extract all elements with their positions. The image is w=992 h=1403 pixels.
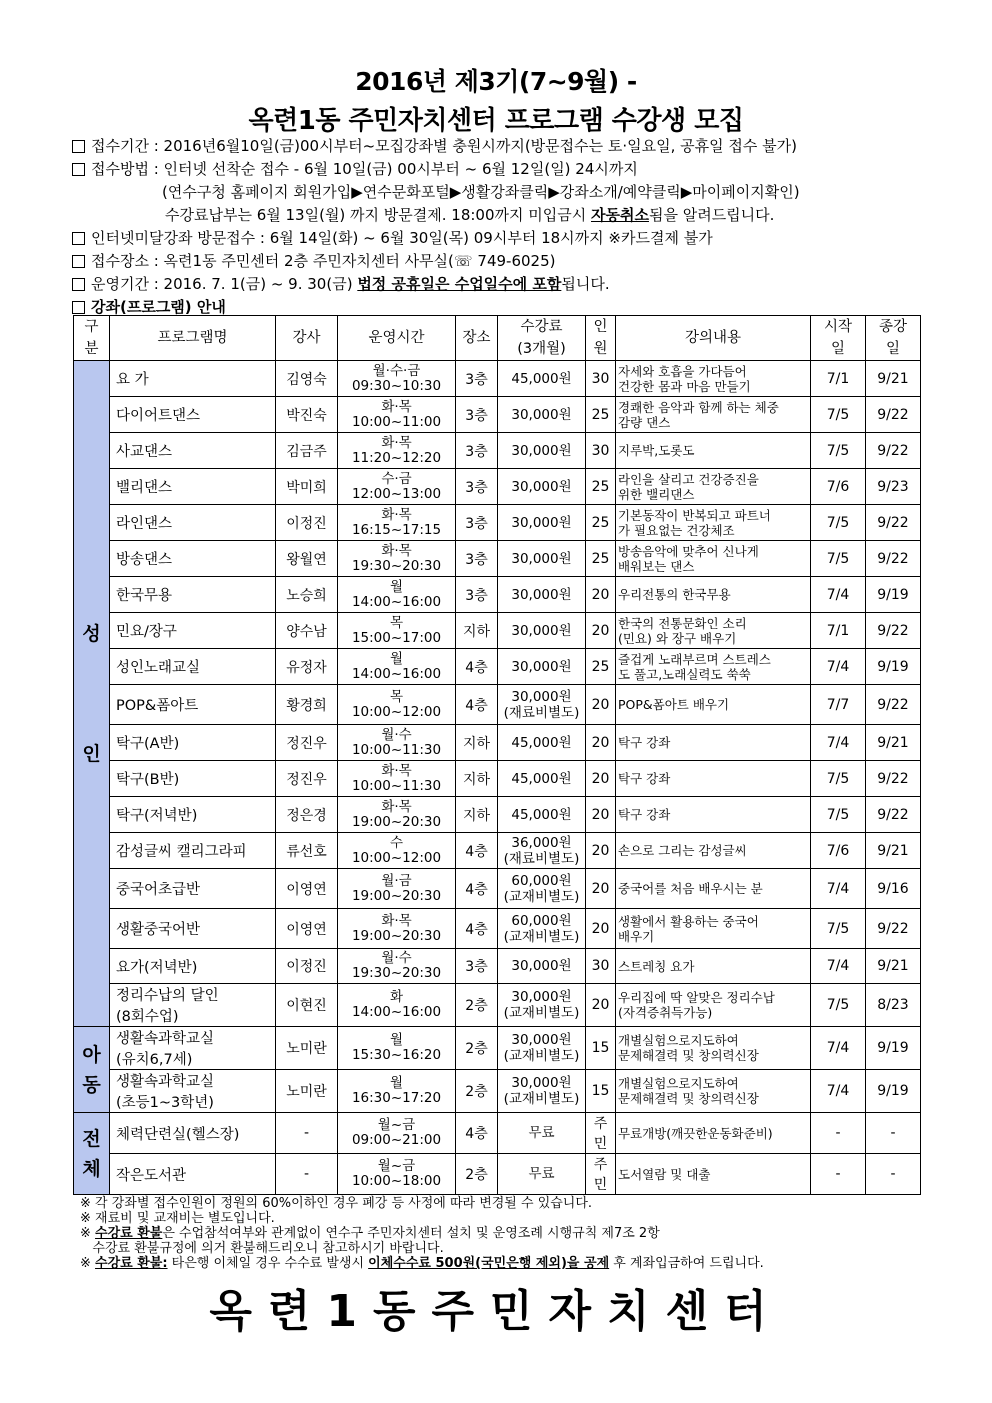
end-date: 9/22 xyxy=(866,761,921,797)
schedule-time: 화·목 19:30~20:30 xyxy=(338,541,456,577)
tuition-fee: 60,000원 (교재비별도) xyxy=(498,869,586,909)
info-line-guide: 강좌(프로그램) 안내 xyxy=(72,296,932,319)
start-date: 7/4 xyxy=(811,725,866,761)
class-content: 지루박,도롯도 xyxy=(616,433,811,469)
capacity: 15 xyxy=(586,1070,616,1113)
teacher-name: 양수남 xyxy=(276,613,338,649)
end-date: - xyxy=(866,1154,921,1195)
table-row xyxy=(74,541,921,577)
end-date: 9/22 xyxy=(866,797,921,833)
info-line-period: 접수기간 : 2016년6월10일(금)00시부터~모집강좌별 충원시까지(방문접수는 토·일요일, 공휴일 접수 불가) xyxy=(72,135,932,158)
tuition-fee: 45,000원 xyxy=(498,361,586,397)
class-place: 3층 xyxy=(456,469,498,505)
table-row xyxy=(74,833,921,869)
checkbox-icon xyxy=(72,140,85,153)
class-place: 4층 xyxy=(456,909,498,949)
class-content: 탁구 강좌 xyxy=(616,725,811,761)
schedule-time: 화·목 19:00~20:30 xyxy=(338,909,456,949)
teacher-name: 이현진 xyxy=(276,984,338,1027)
teacher-name: 김영숙 xyxy=(276,361,338,397)
table-row xyxy=(74,685,921,725)
capacity: 15 xyxy=(586,1027,616,1070)
tuition-fee: 30,000원 xyxy=(498,505,586,541)
capacity: 20 xyxy=(586,685,616,725)
category-adult: 성 인 xyxy=(74,361,110,1027)
class-content: 경쾌한 음악과 함께 하는 체중 감량 댄스 xyxy=(616,397,811,433)
tuition-fee: 45,000원 xyxy=(498,761,586,797)
header-fee: 수강료 (3개월) xyxy=(498,316,586,361)
schedule-time: 월 14:00~16:00 xyxy=(338,577,456,613)
teacher-name: 정진우 xyxy=(276,725,338,761)
teacher-name: 이정진 xyxy=(276,505,338,541)
notes-block xyxy=(80,1196,930,1271)
header-program: 프로그램명 xyxy=(110,316,276,361)
header-teacher: 강사 xyxy=(276,316,338,361)
class-place: 2층 xyxy=(456,984,498,1027)
program-name: 정리수납의 달인 (8회수업) xyxy=(110,984,276,1027)
program-table xyxy=(73,315,921,1195)
header-end: 종강 일 xyxy=(866,316,921,361)
start-date: 7/5 xyxy=(811,541,866,577)
capacity: 30 xyxy=(586,361,616,397)
program-name: 감성글씨 캘리그라피 xyxy=(110,833,276,869)
start-date: 7/4 xyxy=(811,649,866,685)
class-place: 4층 xyxy=(456,833,498,869)
program-name: 방송댄스 xyxy=(110,541,276,577)
class-place: 지하 xyxy=(456,797,498,833)
program-name: 요 가 xyxy=(110,361,276,397)
capacity: 20 xyxy=(586,833,616,869)
note-1: ※ 각 강좌별 접수인원이 정원의 60%이하인 경우 폐강 등 사정에 따라 변경될 수 있습니다. xyxy=(80,1196,593,1211)
teacher-name: 노승희 xyxy=(276,577,338,613)
capacity: 20 xyxy=(586,984,616,1027)
table-row xyxy=(74,725,921,761)
program-name: 라인댄스 xyxy=(110,505,276,541)
end-date: 8/23 xyxy=(866,984,921,1027)
tuition-fee: 30,000원 xyxy=(498,613,586,649)
tuition-fee: 30,000원 xyxy=(498,433,586,469)
schedule-time: 수·금 12:00~13:00 xyxy=(338,469,456,505)
program-name: 탁구(A반) xyxy=(110,725,276,761)
start-date: 7/5 xyxy=(811,505,866,541)
end-date: 9/16 xyxy=(866,869,921,909)
capacity: 30 xyxy=(586,433,616,469)
start-date: 7/5 xyxy=(811,797,866,833)
info-line-steps: (연수구청 홈페이지 회원가입▶연수문화포털▶생활강좌클릭▶강좌소개/예약클릭▶마이페이지확인) xyxy=(162,183,800,201)
class-content: 개별실험으로지도하여 문제해결력 및 창의력신장 xyxy=(616,1027,811,1070)
program-name: POP&폼아트 xyxy=(110,685,276,725)
tuition-fee: 30,000원 xyxy=(498,469,586,505)
note-5: ※ 수강료 환불: 타은행 이체일 경우 수수료 발생시 이체수수료 500원(국민은행 제외)을 공제 후 계좌입금하여 드립니다. xyxy=(80,1256,764,1271)
capacity: 20 xyxy=(586,797,616,833)
class-content: 개별실험으로지도하여 문제해결력 및 창의력신장 xyxy=(616,1070,811,1113)
checkbox-icon xyxy=(72,255,85,268)
table-row xyxy=(74,1154,921,1195)
class-place: 지하 xyxy=(456,613,498,649)
start-date: 7/6 xyxy=(811,469,866,505)
teacher-name: 노미란 xyxy=(276,1027,338,1070)
class-content: 라인을 살리고 건강증진을 위한 밸리댄스 xyxy=(616,469,811,505)
table-row xyxy=(74,761,921,797)
table-row xyxy=(74,984,921,1027)
start-date: 7/5 xyxy=(811,397,866,433)
capacity: 20 xyxy=(586,577,616,613)
class-place: 4층 xyxy=(456,685,498,725)
end-date: 9/19 xyxy=(866,577,921,613)
teacher-name: 정진우 xyxy=(276,761,338,797)
capacity: 20 xyxy=(586,725,616,761)
tuition-fee: 30,000원 (교재비별도) xyxy=(498,984,586,1027)
table-row xyxy=(74,505,921,541)
header-place: 장소 xyxy=(456,316,498,361)
capacity: 25 xyxy=(586,505,616,541)
start-date: 7/5 xyxy=(811,433,866,469)
teacher-name: 류선호 xyxy=(276,833,338,869)
class-content: 탁구 강좌 xyxy=(616,761,811,797)
program-name: 체력단련실(헬스장) xyxy=(110,1113,276,1154)
program-name: 생활속과학교실 (유치6,7세) xyxy=(110,1027,276,1070)
table-row xyxy=(74,361,921,397)
info-line-visit: 인터넷미달강좌 방문접수 : 6월 14일(화) ~ 6월 30일(목) 09시부터 18시까지 ※카드결제 불가 xyxy=(72,227,932,250)
schedule-time: 목 15:00~17:00 xyxy=(338,613,456,649)
teacher-name: 박진숙 xyxy=(276,397,338,433)
start-date: 7/1 xyxy=(811,361,866,397)
program-name: 탁구(저녁반) xyxy=(110,797,276,833)
table-row xyxy=(74,649,921,685)
program-name: 밸리댄스 xyxy=(110,469,276,505)
class-content: 한국의 전통문화인 소리 (민요) 와 장구 배우기 xyxy=(616,613,811,649)
page-title-line2: 옥련1동 주민자치센터 프로그램 수강생 모집 xyxy=(248,106,744,136)
class-place: 3층 xyxy=(456,505,498,541)
end-date: 9/22 xyxy=(866,397,921,433)
schedule-time: 화·목 11:20~12:20 xyxy=(338,433,456,469)
program-name: 민요/장구 xyxy=(110,613,276,649)
tuition-fee: 60,000원 (교재비별도) xyxy=(498,909,586,949)
footer-organization: 옥련1동주민자치센터 xyxy=(209,1286,783,1337)
schedule-time: 목 10:00~12:00 xyxy=(338,685,456,725)
class-content: 자세와 호흡을 가다듬어 건강한 몸과 마음 만들기 xyxy=(616,361,811,397)
start-date: 7/4 xyxy=(811,1027,866,1070)
teacher-name: 황경희 xyxy=(276,685,338,725)
capacity: 30 xyxy=(586,949,616,984)
program-name: 사교댄스 xyxy=(110,433,276,469)
class-content: 기본동작이 반복되고 파트너 가 필요없는 건강체조 xyxy=(616,505,811,541)
teacher-name: 이영연 xyxy=(276,909,338,949)
start-date: - xyxy=(811,1154,866,1195)
capacity: 25 xyxy=(586,469,616,505)
teacher-name: 정은경 xyxy=(276,797,338,833)
category-child: 아 동 xyxy=(74,1027,110,1113)
teacher-name: 김금주 xyxy=(276,433,338,469)
checkbox-icon xyxy=(72,232,85,245)
schedule-time: 수 10:00~12:00 xyxy=(338,833,456,869)
class-place: 3층 xyxy=(456,949,498,984)
table-row xyxy=(74,797,921,833)
table-row xyxy=(74,469,921,505)
schedule-time: 월 16:30~17:20 xyxy=(338,1070,456,1113)
info-line-payment: 수강료납부는 6월 13일(월) 까지 방문결제. 18:00까지 미입금시 자동취소됨을 알려드립니다. xyxy=(165,206,775,224)
class-place: 2층 xyxy=(456,1027,498,1070)
tuition-fee: 무료 xyxy=(498,1113,586,1154)
tuition-fee: 30,000원 xyxy=(498,397,586,433)
program-name: 다이어트댄스 xyxy=(110,397,276,433)
end-date: 9/22 xyxy=(866,541,921,577)
capacity: 20 xyxy=(586,761,616,797)
start-date: 7/5 xyxy=(811,761,866,797)
tuition-fee: 30,000원 xyxy=(498,649,586,685)
table-row xyxy=(74,397,921,433)
checkbox-icon xyxy=(72,301,85,314)
class-place: 3층 xyxy=(456,361,498,397)
table-row xyxy=(74,869,921,909)
end-date: 9/19 xyxy=(866,1027,921,1070)
table-row xyxy=(74,433,921,469)
program-name: 중국어초급반 xyxy=(110,869,276,909)
capacity: 20 xyxy=(586,613,616,649)
capacity: 주민 xyxy=(586,1154,616,1195)
start-date: 7/6 xyxy=(811,833,866,869)
end-date: 9/22 xyxy=(866,433,921,469)
checkbox-icon xyxy=(72,278,85,291)
teacher-name: 유정자 xyxy=(276,649,338,685)
class-place: 2층 xyxy=(456,1070,498,1113)
start-date: 7/4 xyxy=(811,577,866,613)
program-name: 한국무용 xyxy=(110,577,276,613)
header-count: 인 원 xyxy=(586,316,616,361)
note-3: ※ 수강료 환불은 수업참석여부와 관계없이 연수구 주민자치센터 설치 및 운영조례 시행규칙 제7조 2항 xyxy=(80,1226,660,1241)
info-block xyxy=(72,135,932,319)
category-all: 전 체 xyxy=(74,1113,110,1195)
end-date: 9/21 xyxy=(866,833,921,869)
table-header-row xyxy=(74,316,921,361)
schedule-time: 화·목 10:00~11:00 xyxy=(338,397,456,433)
capacity: 20 xyxy=(586,909,616,949)
tuition-fee: 30,000원 (재료비별도) xyxy=(498,685,586,725)
class-place: 지하 xyxy=(456,725,498,761)
end-date: 9/21 xyxy=(866,361,921,397)
start-date: 7/1 xyxy=(811,613,866,649)
end-date: - xyxy=(866,1113,921,1154)
teacher-name: 이정진 xyxy=(276,949,338,984)
end-date: 9/21 xyxy=(866,949,921,984)
table-row xyxy=(74,949,921,984)
schedule-time: 화·목 16:15~17:15 xyxy=(338,505,456,541)
start-date: - xyxy=(811,1113,866,1154)
checkbox-icon xyxy=(72,163,85,176)
tuition-fee: 30,000원 xyxy=(498,541,586,577)
start-date: 7/5 xyxy=(811,909,866,949)
class-content: 우리전통의 한국무용 xyxy=(616,577,811,613)
schedule-time: 월·수 19:30~20:30 xyxy=(338,949,456,984)
table-row xyxy=(74,613,921,649)
tuition-fee: 30,000원 (교재비별도) xyxy=(498,1027,586,1070)
header-content: 강의내용 xyxy=(616,316,811,361)
note-2: ※ 재료비 및 교재비는 별도입니다. xyxy=(80,1211,275,1226)
schedule-time: 월~금 10:00~18:00 xyxy=(338,1154,456,1195)
schedule-time: 화·목 19:00~20:30 xyxy=(338,797,456,833)
class-content: 탁구 강좌 xyxy=(616,797,811,833)
schedule-time: 월·수 10:00~11:30 xyxy=(338,725,456,761)
tuition-fee: 45,000원 xyxy=(498,797,586,833)
program-name: 작은도서관 xyxy=(110,1154,276,1195)
teacher-name: 박미희 xyxy=(276,469,338,505)
program-name: 요가(저녁반) xyxy=(110,949,276,984)
tuition-fee: 36,000원 (재료비별도) xyxy=(498,833,586,869)
end-date: 9/22 xyxy=(866,909,921,949)
header-category: 구 분 xyxy=(74,316,110,361)
tuition-fee: 30,000원 xyxy=(498,577,586,613)
start-date: 7/4 xyxy=(811,1070,866,1113)
teacher-name: 노미란 xyxy=(276,1070,338,1113)
capacity: 25 xyxy=(586,541,616,577)
class-content: 손으로 그리는 감성글씨 xyxy=(616,833,811,869)
program-name: 탁구(B반) xyxy=(110,761,276,797)
schedule-time: 월·수·금 09:30~10:30 xyxy=(338,361,456,397)
teacher-name: 이영연 xyxy=(276,869,338,909)
start-date: 7/5 xyxy=(811,984,866,1027)
table-row xyxy=(74,909,921,949)
end-date: 9/23 xyxy=(866,469,921,505)
program-name: 생활중국어반 xyxy=(110,909,276,949)
info-line-method: 접수방법 : 인터넷 선착순 접수 - 6월 10일(금) 00시부터 ~ 6월 12일(일) 24시까지 xyxy=(72,158,932,181)
class-place: 4층 xyxy=(456,1113,498,1154)
capacity: 주민 xyxy=(586,1113,616,1154)
end-date: 9/22 xyxy=(866,613,921,649)
table-row xyxy=(74,1070,921,1113)
capacity: 25 xyxy=(586,397,616,433)
info-line-operation: 운영기간 : 2016. 7. 1(금) ~ 9. 30(금) 법정 공휴일은 수업일수에 포함됩니다. xyxy=(72,273,932,296)
class-place: 3층 xyxy=(456,577,498,613)
end-date: 9/19 xyxy=(866,1070,921,1113)
class-content: 스트레칭 요가 xyxy=(616,949,811,984)
end-date: 9/22 xyxy=(866,685,921,725)
header-time: 운영시간 xyxy=(338,316,456,361)
class-place: 4층 xyxy=(456,869,498,909)
schedule-time: 월 14:00~16:00 xyxy=(338,649,456,685)
class-content: 무료개방(깨끗한운동화준비) xyxy=(616,1113,811,1154)
class-content: 방송음악에 맞추어 신나게 배워보는 댄스 xyxy=(616,541,811,577)
table-row xyxy=(74,577,921,613)
schedule-time: 월~금 09:00~21:00 xyxy=(338,1113,456,1154)
tuition-fee: 무료 xyxy=(498,1154,586,1195)
class-place: 지하 xyxy=(456,761,498,797)
start-date: 7/4 xyxy=(811,949,866,984)
class-place: 3층 xyxy=(456,541,498,577)
tuition-fee: 30,000원 (교재비별도) xyxy=(498,1070,586,1113)
end-date: 9/19 xyxy=(866,649,921,685)
class-content: 도서열람 및 대출 xyxy=(616,1154,811,1195)
teacher-name: - xyxy=(276,1154,338,1195)
capacity: 20 xyxy=(586,869,616,909)
class-place: 4층 xyxy=(456,649,498,685)
note-4: 수강료 환불규정에 의거 환불해드리오니 참고하시기 바랍니다. xyxy=(80,1241,444,1256)
table-row xyxy=(74,1027,921,1070)
class-content: POP&폼아트 배우기 xyxy=(616,685,811,725)
class-place: 2층 xyxy=(456,1154,498,1195)
capacity: 25 xyxy=(586,649,616,685)
program-name: 생활속과학교실 (초등1~3학년) xyxy=(110,1070,276,1113)
table-row xyxy=(74,1113,921,1154)
schedule-time: 화·목 10:00~11:30 xyxy=(338,761,456,797)
end-date: 9/21 xyxy=(866,725,921,761)
page-title-line1: 2016년 제3기(7~9월) - xyxy=(355,67,637,96)
info-line-place: 접수장소 : 옥련1동 주민센터 2층 주민자치센터 사무실(☏ 749-6025) xyxy=(72,250,932,273)
class-content: 생활에서 활용하는 중국어 배우기 xyxy=(616,909,811,949)
class-content: 즐겁게 노래부르며 스트레스 도 풀고,노래실력도 쑥쑥 xyxy=(616,649,811,685)
tuition-fee: 30,000원 xyxy=(498,949,586,984)
schedule-time: 월·금 19:00~20:30 xyxy=(338,869,456,909)
program-name: 성인노래교실 xyxy=(110,649,276,685)
teacher-name: - xyxy=(276,1113,338,1154)
end-date: 9/22 xyxy=(866,505,921,541)
teacher-name: 왕월연 xyxy=(276,541,338,577)
schedule-time: 화 14:00~16:00 xyxy=(338,984,456,1027)
header-start: 시작 일 xyxy=(811,316,866,361)
schedule-time: 월 15:30~16:20 xyxy=(338,1027,456,1070)
start-date: 7/4 xyxy=(811,869,866,909)
start-date: 7/7 xyxy=(811,685,866,725)
class-content: 중국어를 처음 배우시는 분 xyxy=(616,869,811,909)
tuition-fee: 45,000원 xyxy=(498,725,586,761)
class-content: 우리집에 딱 알맞은 정리수납 (자격증취득가능) xyxy=(616,984,811,1027)
class-place: 3층 xyxy=(456,433,498,469)
class-place: 3층 xyxy=(456,397,498,433)
